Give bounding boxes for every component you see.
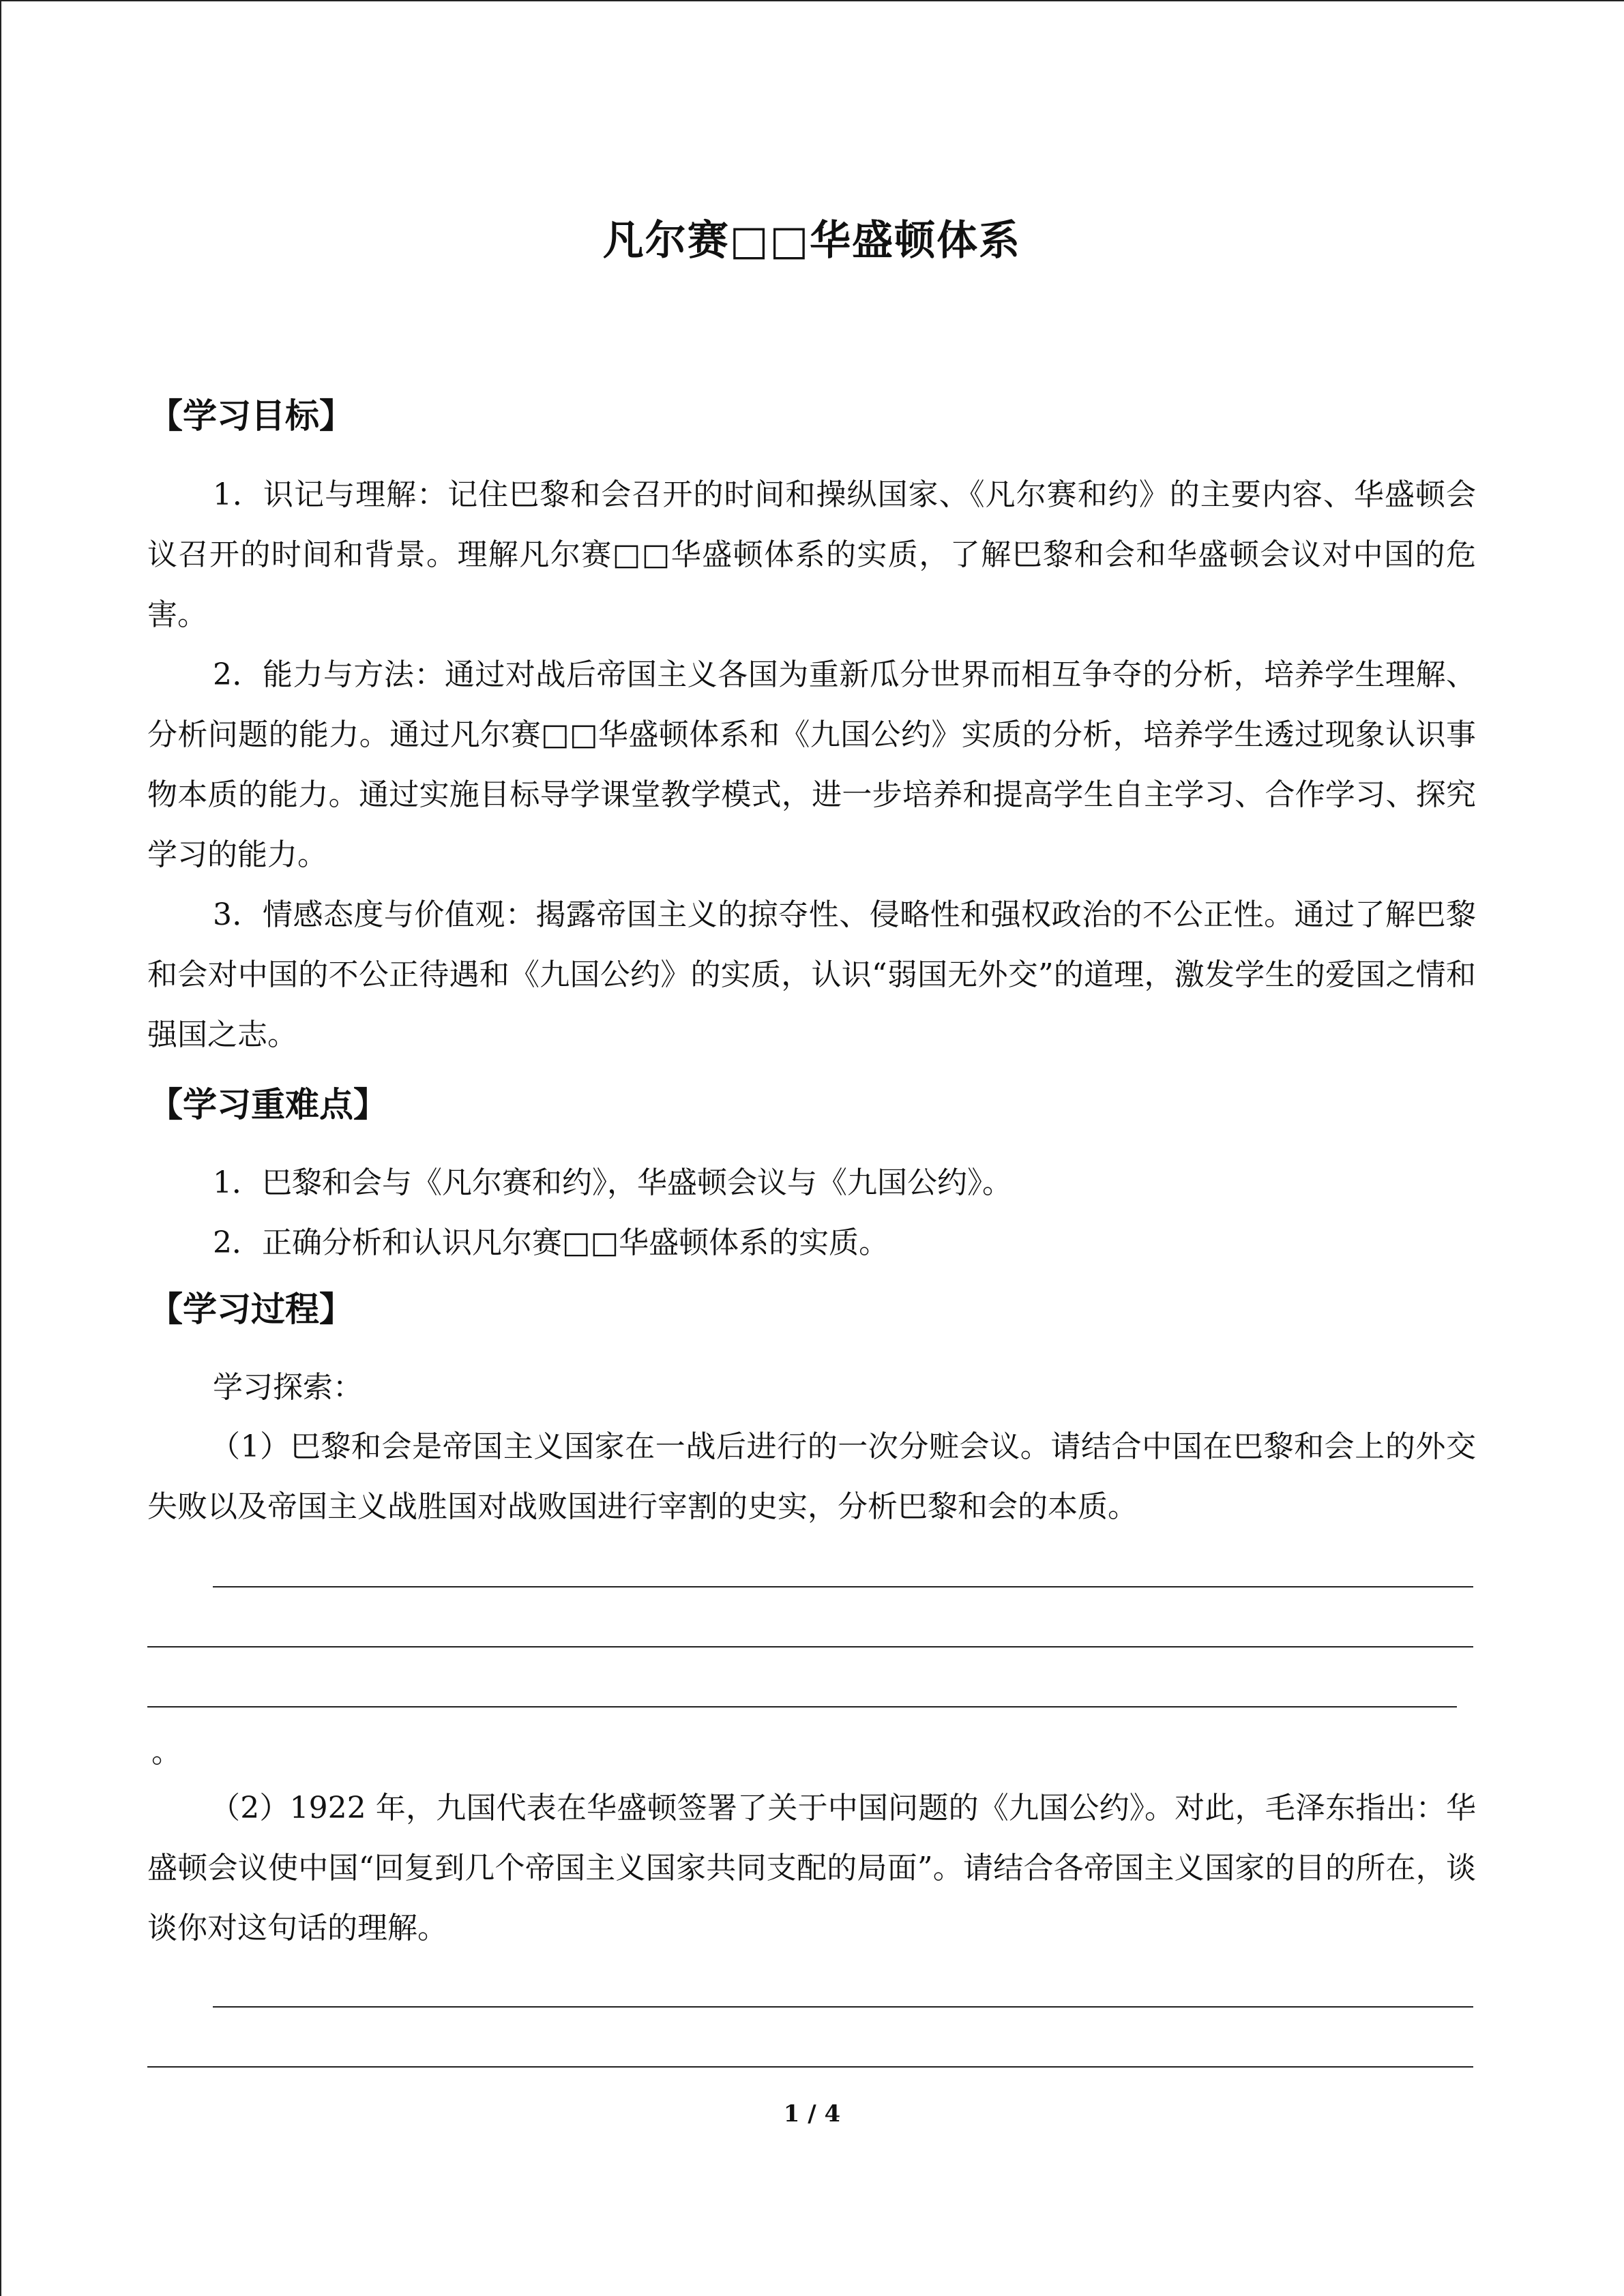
question-2: （2）1922 年，九国代表在华盛顿签署了关于中国问题的《九国公约》。对此，毛泽东指出：华盛顿会议使中国“回复到几个帝国主义国家共同支配的局面”。请结合各帝国主义国家的目的所在，谈谈你对这句话的理解。 — [147, 1791, 1476, 1945]
heading-process: 【学习过程】 — [149, 1289, 353, 1329]
answer-line[interactable] — [213, 2006, 1473, 2008]
goal-item-2: 2．能力与方法：通过对战后帝国主义各国为重新瓜分世界而相互争夺的分析，培养学生理解、分析问题的能力。通过凡尔赛□□华盛顿体系和《九国公约》实质的分析，培养学生透过现象认识事物本质的能力。通过实施目标导学课堂教学模式，进一步培养和提高学生自主学习、合作学习、探究学习的能力。 — [147, 657, 1476, 872]
question-1: （1）巴黎和会是帝国主义国家在一战后进行的一次分赃会议。请结合中国在巴黎和会上的外交失败以及帝国主义战胜国对战败国进行宰割的史实，分析巴黎和会的本质。 — [147, 1429, 1476, 1524]
answer-line[interactable] — [213, 1586, 1473, 1587]
answer-line[interactable] — [147, 1646, 1473, 1648]
key-point-2: 2．正确分析和认识凡尔赛□□华盛顿体系的实质。 — [213, 1225, 889, 1260]
goal-item-3: 3．情感态度与价值观：揭露帝国主义的掠夺性、侵略性和强权政治的不公正性。通过了解巴黎和会对中国的不公正待遇和《九国公约》的实质，认识“弱国无外交”的道理，激发学生的爱国之情和强国之志。 — [147, 897, 1476, 1052]
key-point-1: 1．巴黎和会与《凡尔赛和约》，华盛顿会议与《九国公约》。 — [213, 1165, 1012, 1200]
question-1-end: 。 — [151, 1735, 181, 1770]
answer-line[interactable] — [147, 2066, 1473, 2068]
process-intro: 学习探索： — [213, 1370, 363, 1405]
heading-key-points: 【学习重难点】 — [149, 1085, 387, 1124]
page-number: 1 / 4 — [783, 2100, 841, 2128]
answer-line[interactable] — [147, 1706, 1457, 1708]
document-title: 凡尔赛□□华盛顿体系 — [602, 217, 1022, 265]
goal-item-1: 1．识记与理解：记住巴黎和会召开的时间和操纵国家、《凡尔赛和约》的主要内容、华盛顿会议召开的时间和背景。理解凡尔赛□□华盛顿体系的实质，了解巴黎和会和华盛顿会议对中国的危害。 — [147, 477, 1476, 632]
heading-goals: 【学习目标】 — [149, 396, 353, 436]
